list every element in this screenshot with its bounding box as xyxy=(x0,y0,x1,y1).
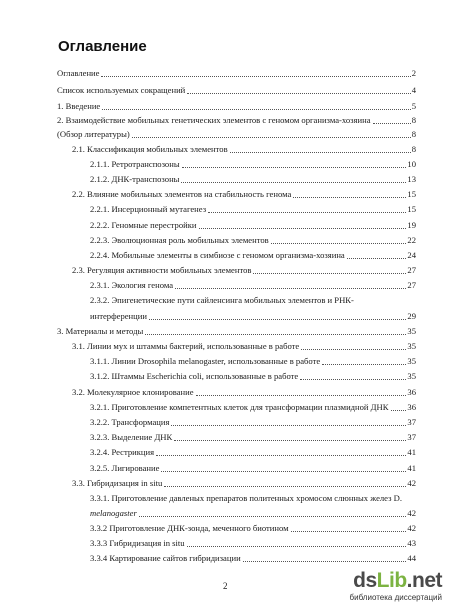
toc-entry-page: 35 xyxy=(407,341,416,351)
toc-entry xyxy=(90,446,416,459)
toc-entry-page: 8 xyxy=(411,144,416,154)
toc-entry xyxy=(90,416,416,429)
dot-leader xyxy=(230,152,411,153)
toc-entry-text: 3.1.1. Линии Drosophila melanogaster, использованные в работе xyxy=(90,356,321,366)
toc-entry-text: 2.2.2. Геномные перестройки xyxy=(90,220,197,230)
toc-entry xyxy=(72,340,416,353)
toc-entry-page: 36 xyxy=(407,387,416,397)
toc-entry-page: 42 xyxy=(407,508,416,518)
toc-entry xyxy=(90,355,416,368)
logo-part: .net xyxy=(406,569,442,592)
toc-entry xyxy=(57,100,416,113)
toc-entry xyxy=(72,143,416,156)
dot-leader xyxy=(149,319,406,320)
toc-entry xyxy=(90,310,416,323)
toc-entry-page: 15 xyxy=(407,204,416,214)
logo-part: ds xyxy=(353,569,377,592)
dot-leader xyxy=(347,258,407,259)
toc-entry-text: 3.2.5. Лигирование xyxy=(90,463,160,473)
toc-entry-page: 27 xyxy=(407,265,416,275)
dot-leader xyxy=(171,425,406,426)
dot-leader xyxy=(182,167,407,168)
toc-entry-text: 2.3.1. Экология генома xyxy=(90,280,174,290)
toc-entry-page: 36 xyxy=(407,402,416,412)
toc-entry xyxy=(90,522,416,535)
toc-entry-text: (Обзор литературы) xyxy=(57,129,130,139)
toc-entry-text: Оглавление xyxy=(57,68,100,78)
toc-entry-text: 3.2.3. Выделение ДНК xyxy=(90,432,173,442)
toc-entry-page: 8 xyxy=(411,129,416,139)
dot-leader xyxy=(391,410,407,411)
toc-entry-page: 13 xyxy=(407,174,416,184)
toc-entry xyxy=(90,279,416,292)
toc-entry xyxy=(90,492,402,505)
toc-entry-text: 3.2. Молекулярное клонирование xyxy=(72,387,194,397)
toc-entry-text: 3.2.2. Трансформация xyxy=(90,417,170,427)
dot-leader xyxy=(187,546,407,547)
toc-entry-text: 3.1. Линии мух и штаммы бактерий, использованные в работе xyxy=(72,341,300,351)
toc-entry xyxy=(90,249,416,262)
toc-entry xyxy=(57,325,416,338)
toc-entry xyxy=(90,552,416,565)
dot-leader xyxy=(175,288,406,289)
toc-entry xyxy=(90,462,416,475)
toc-entry-page: 19 xyxy=(407,220,416,230)
toc-entry xyxy=(90,203,416,216)
logo-part: Lib xyxy=(376,569,407,592)
toc-entry-text: 2.2.3. Эволюционная роль мобильных элементов xyxy=(90,235,269,245)
toc-entry-page: 15 xyxy=(407,189,416,199)
dot-leader xyxy=(174,440,406,441)
dot-leader xyxy=(271,243,407,244)
toc-entry-page: 4 xyxy=(411,85,416,95)
toc-entry xyxy=(90,507,416,520)
toc-entry-text: melanogaster xyxy=(90,508,137,518)
toc-entry-text: 2.3.2. Эпигенетические пути сайленсинга мобильных элементов и РНК- xyxy=(90,295,354,305)
toc-entry-page: 22 xyxy=(407,235,416,245)
toc-entry xyxy=(72,477,416,490)
toc-entry-text: 3.3. Гибридизация in situ xyxy=(72,478,163,488)
toc-entry-page: 27 xyxy=(407,280,416,290)
toc-entry-text: 2.1.1. Ретротранспозоны xyxy=(90,159,180,169)
toc-entry-page: 42 xyxy=(407,478,416,488)
dot-leader xyxy=(253,273,406,274)
toc-entry-text: 3.3.1. Приготовление давленых препаратов политенных хромосом слюнных желез D. xyxy=(90,493,402,503)
toc-entry xyxy=(90,234,416,247)
dot-leader xyxy=(161,471,406,472)
dot-leader xyxy=(300,379,406,380)
toc-entry xyxy=(57,128,416,141)
toc-entry xyxy=(72,188,416,201)
toc-entry-page: 35 xyxy=(407,326,416,336)
dot-leader xyxy=(164,486,406,487)
dot-leader xyxy=(145,334,406,335)
toc-entry xyxy=(90,294,354,307)
toc-entry-text: 3.2.1. Приготовление компетентных клеток для трансформации плазмидной ДНК xyxy=(90,402,389,412)
dot-leader xyxy=(293,197,406,198)
dot-leader xyxy=(301,349,406,350)
toc-entry-page: 5 xyxy=(411,101,416,111)
toc-entry-page: 8 xyxy=(411,115,416,125)
toc-entry-page: 37 xyxy=(407,417,416,427)
dot-leader xyxy=(187,93,410,94)
toc-entry xyxy=(72,386,416,399)
toc-entry xyxy=(90,173,416,186)
toc-entry-page: 10 xyxy=(407,159,416,169)
toc-entry xyxy=(57,84,416,97)
dot-leader xyxy=(139,516,407,517)
toc-entry-text: Список используемых сокращений xyxy=(57,85,186,95)
toc-entry xyxy=(72,264,416,277)
toc-entry-text: 3.1.2. Штаммы Escherichia coli, использованные в работе xyxy=(90,371,299,381)
toc-entry-text: 2.1. Классификация мобильных элементов xyxy=(72,144,228,154)
watermark-logo xyxy=(342,569,442,605)
toc-entry-text: 2.1.2. ДНК-транспозоны xyxy=(90,174,180,184)
logo-text xyxy=(353,569,442,593)
page-number: 2 xyxy=(223,581,228,591)
toc-entry-text: интерференции xyxy=(90,311,147,321)
toc-entry-text: 3.3.2 Приготовление ДНК-зонда, меченного биотином xyxy=(90,523,289,533)
toc-entry-text: 2.3. Регуляция активности мобильных элементов xyxy=(72,265,252,275)
toc-entry-text: 3.2.4. Рестрикция xyxy=(90,447,155,457)
dot-leader xyxy=(196,395,407,396)
toc-entry-text: 3. Материалы и методы xyxy=(57,326,144,336)
toc-entry-page: 35 xyxy=(407,371,416,381)
dot-leader xyxy=(156,455,406,456)
dot-leader xyxy=(322,364,406,365)
toc-entry-text: 2.2.1. Инсерционный мутагенез xyxy=(90,204,207,214)
toc-entry-page: 41 xyxy=(407,447,416,457)
toc-entry-text: 2.2.4. Мобильные элементы в симбиозе с геномом организма-хозяина xyxy=(90,250,345,260)
dot-leader xyxy=(132,137,411,138)
toc-entry-page: 37 xyxy=(407,432,416,442)
toc-entry xyxy=(90,370,416,383)
dot-leader xyxy=(291,531,407,532)
page-title: Оглавление xyxy=(58,38,147,55)
toc-entry-text: 3.3.3 Гибридизация in situ xyxy=(90,538,185,548)
toc-entry-text: 2. Взаимодействие мобильных генетических элементов с геномом организма-хозяина xyxy=(57,115,371,125)
toc-entry-page: 41 xyxy=(407,463,416,473)
dot-leader xyxy=(243,561,407,562)
toc-entry-text: 2.2. Влияние мобильных элементов на стабильность генома xyxy=(72,189,292,199)
toc-entry-page: 2 xyxy=(411,68,416,78)
toc-entry-page: 29 xyxy=(407,311,416,321)
toc-entry xyxy=(90,219,416,232)
toc-entry-page: 42 xyxy=(407,523,416,533)
toc-entry xyxy=(90,537,416,550)
dot-leader xyxy=(199,228,407,229)
dot-leader xyxy=(101,76,410,77)
logo-subtitle: библиотека диссертаций xyxy=(349,593,442,602)
toc-entry-text: 1. Введение xyxy=(57,101,101,111)
toc-entry-page: 24 xyxy=(407,250,416,260)
toc-entry-page: 44 xyxy=(407,553,416,563)
dot-leader xyxy=(208,212,406,213)
dot-leader xyxy=(373,123,411,124)
toc-entry xyxy=(90,401,416,414)
dot-leader xyxy=(181,182,406,183)
toc-entry-page: 43 xyxy=(407,538,416,548)
toc-entry xyxy=(90,158,416,171)
toc-entry xyxy=(57,114,416,127)
toc-entry-text: 3.3.4 Картирование сайтов гибридизации xyxy=(90,553,241,563)
toc-entry-page: 35 xyxy=(407,356,416,366)
toc-entry xyxy=(57,67,416,80)
dot-leader xyxy=(102,109,410,110)
toc-entry xyxy=(90,431,416,444)
